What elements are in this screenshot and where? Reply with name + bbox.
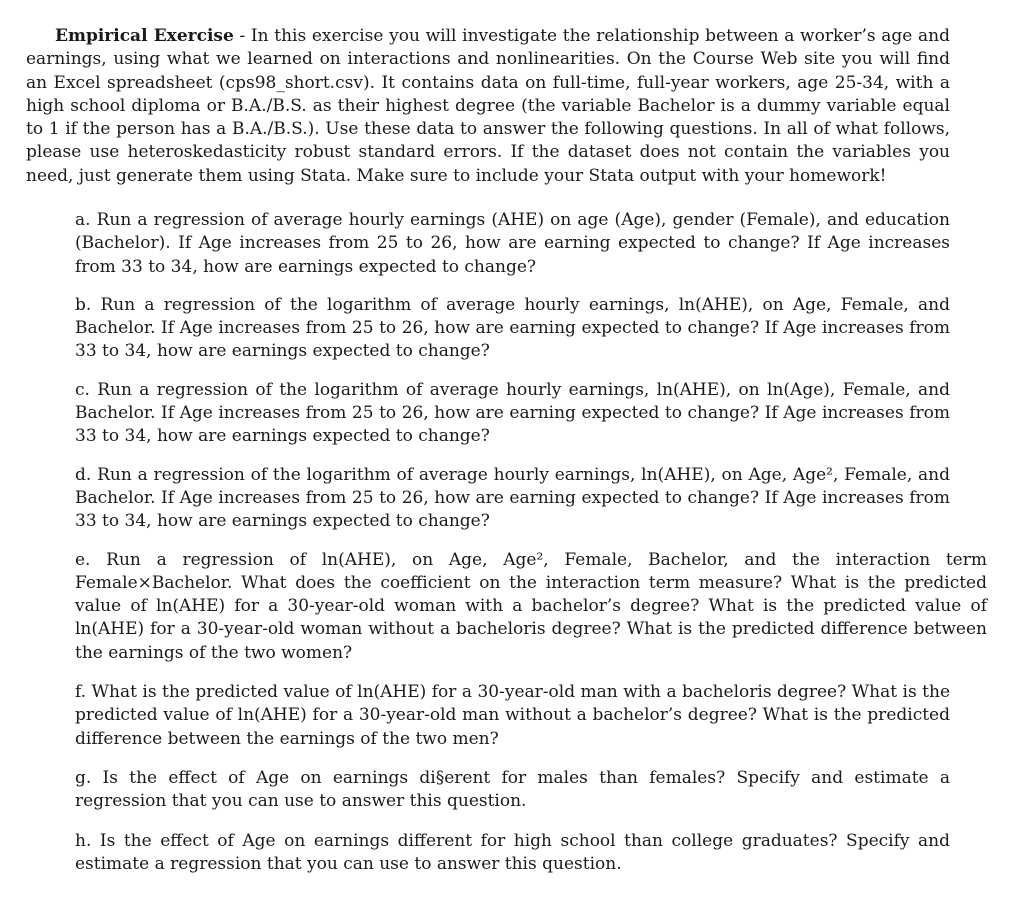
question-a: a. Run a regression of average hourly earnings (AHE) on age (Age), gender (Female), and education (Bachelor). If Age increases from 25 to 26, how are earning expected to change? If Age increases from 33 to 34, how are earnings expected to change?: [75, 210, 950, 277]
intro-heading: Empirical Exercise: [55, 26, 234, 46]
intro-text: - In this exercise you will investigate the relationship between a worker’s age and earnings, using what we learned on interactions and nonlinearities. On the Course Web site you will find an Excel spreadsheet (cps98_short.csv). It contains data on full-time, full-year workers, age 25-34, with a high school diploma or B.A./B.S. as their highest degree (the variable Bachelor is a dummy variable equal to 1 if the person has a B.A./B.S.). Use these data to answer the following questions. In all of what follows, please use heteroskedasticity robust standard errors. If the dataset does not contain the variables you need, just generate them using Stata. Make sure to include your Stata output with your homework!: [26, 26, 950, 186]
question-h: h. Is the effect of Age on earnings different for high school than college graduates? Specify and estimate a regression that you can use to answer this question.: [75, 830, 950, 874]
question-f: f. What is the predicted value of ln(AHE) for a 30-year-old man with a bacheloris degree? What is the predicted value of ln(AHE) for a 30-year-old man without a bachelor’s degree? What is the predicted difference between the earnings of the two men?: [75, 682, 950, 749]
question-c: c. Run a regression of the logarithm of average hourly earnings, ln(AHE), on ln(Age), Female, and Bachelor. If Age increases from 25 to 26, how are earning expected to change? If Age increases from 33 to 34, how are earnings expected to change?: [75, 379, 950, 447]
question-list: [75, 209, 987, 876]
question-d: d. Run a regression of the logarithm of average hourly earnings, ln(AHE), on Age, Age², Female, and Bachelor. If Age increases from 25 to 26, how are earning expected to change? If Age increases from 33 to 34, how are earnings expected to change?: [75, 464, 950, 532]
intro-paragraph: [26, 25, 950, 188]
question-e: e. Run a regression of ln(AHE), on Age, Age², Female, Bachelor, and the interaction term Female×Bachelor. What does the coefficient on the interaction term measure? What is the predicted value of ln(AHE) for a 30-year-old woman with a bachelor’s degree? What is the predicted value of ln(AHE) for a 30-year-old woman without a bacheloris degree? What is the predicted difference between the earnings of the two women?: [75, 549, 987, 663]
question-b: b. Run a regression of the logarithm of average hourly earnings, ln(AHE), on Age, Female, and Bachelor. If Age increases from 25 to 26, how are earning expected to change? If Age increases from 33 to 34, how are earnings expected to change?: [75, 294, 950, 362]
question-g: g. Is the effect of Age on earnings di§erent for males than females? Specify and estimate a regression that you can use to answer this question.: [75, 767, 950, 812]
